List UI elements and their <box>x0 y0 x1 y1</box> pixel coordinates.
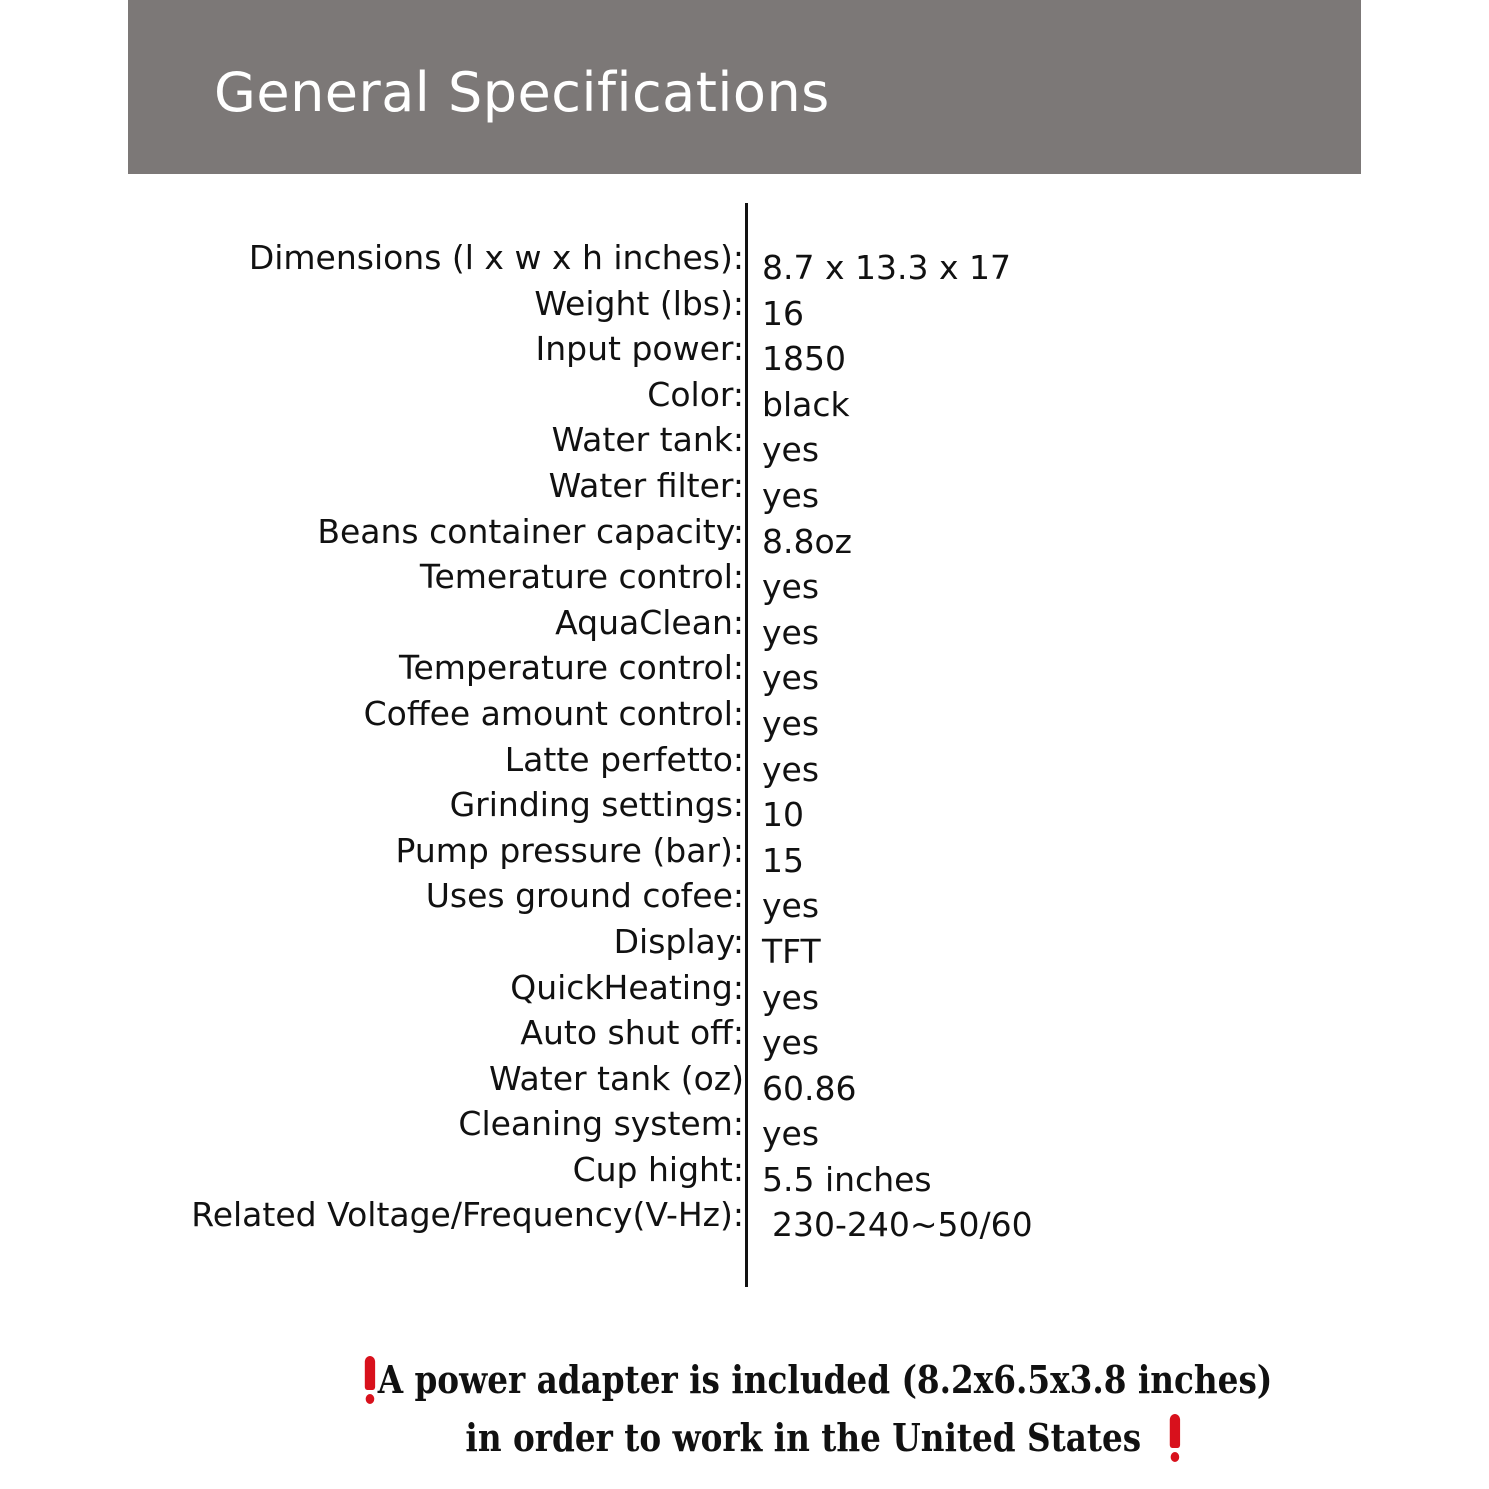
spec-row <box>0 1056 1489 1108</box>
spec-label: Uses ground cofee: <box>425 876 744 916</box>
spec-label: QuickHeating: <box>510 967 744 1007</box>
spec-label: Cleaning system: <box>458 1104 744 1144</box>
spec-value: yes <box>762 475 820 515</box>
spec-label: Auto shut off: <box>520 1013 744 1053</box>
spec-label: Latte perfetto: <box>504 739 744 779</box>
spec-row <box>0 372 1489 424</box>
spec-value: 8.8oz <box>762 521 852 561</box>
spec-row <box>0 554 1489 607</box>
page-title: General Specifications <box>214 61 830 124</box>
spec-value: 1850 <box>762 339 846 379</box>
spec-row <box>0 965 1489 1017</box>
spec-value: 15 <box>762 840 804 880</box>
spec-label: Temperature control: <box>398 648 744 688</box>
spec-row <box>0 235 1489 287</box>
spec-label: Pump pressure (bar): <box>395 830 744 870</box>
spec-row <box>0 919 1489 971</box>
spec-row <box>0 600 1489 652</box>
spec-value: yes <box>762 612 820 652</box>
spec-value: yes <box>762 658 820 698</box>
notice-line <box>362 1350 1272 1410</box>
spec-value: yes <box>762 703 820 743</box>
spec-value: 5.5 inches <box>762 1159 932 1199</box>
spec-value: yes <box>762 1023 820 1063</box>
spec-value: yes <box>762 977 820 1017</box>
spec-label: Cup hight: <box>572 1149 744 1189</box>
spec-label: Related Voltage/Frequency(V-Hz): <box>191 1195 744 1235</box>
exclamation-icon <box>1167 1408 1182 1468</box>
spec-row <box>0 782 1489 835</box>
spec-row <box>0 1010 1489 1063</box>
spec-value: black <box>762 384 850 424</box>
spec-value: 60.86 <box>762 1068 857 1108</box>
spec-row <box>0 873 1489 926</box>
spec-table <box>0 235 1489 1245</box>
spec-label: Beans container capacity: <box>317 511 744 551</box>
spec-value: yes <box>762 430 820 470</box>
spec-value: 230-240~50/60 <box>772 1205 1033 1245</box>
spec-row <box>0 645 1489 698</box>
spec-label: Display: <box>613 921 744 961</box>
spec-row <box>0 281 1489 333</box>
notice-line <box>465 1408 1182 1468</box>
spec-value: yes <box>762 567 820 607</box>
spec-row <box>0 326 1489 379</box>
spec-row <box>0 828 1489 880</box>
spec-value: yes <box>762 749 820 789</box>
spec-row <box>0 463 1489 515</box>
spec-label: Input power: <box>535 329 744 369</box>
notice-text-1: A power adapter is included (8.2x6.5x3.8 inches) <box>377 1357 1273 1402</box>
spec-value: 10 <box>762 795 804 835</box>
spec-row <box>0 737 1489 789</box>
notice-text-2: in order to work in the United States <box>465 1415 1142 1460</box>
spec-value: yes <box>762 886 820 926</box>
spec-value: 16 <box>762 293 804 333</box>
header-bar <box>128 0 1361 174</box>
spec-row <box>0 509 1489 561</box>
spec-label: Coffee amount control: <box>363 693 744 733</box>
spec-row <box>0 1192 1489 1245</box>
spec-value: yes <box>762 1114 820 1154</box>
spec-value: TFT <box>762 931 821 971</box>
spec-label: Temerature control: <box>419 557 744 597</box>
spec-label: Water filter: <box>548 465 744 505</box>
spec-label: Color: <box>647 374 744 414</box>
spec-label: AquaClean: <box>555 602 744 642</box>
spec-label: Water tank (oz) <box>489 1058 744 1098</box>
spec-label: Water tank: <box>551 420 744 460</box>
spec-label: Grinding settings: <box>449 785 744 825</box>
spec-row <box>0 417 1489 470</box>
spec-row <box>0 1101 1489 1154</box>
exclamation-icon <box>362 1350 377 1410</box>
spec-value: 8.7 x 13.3 x 17 <box>762 248 1011 287</box>
spec-label: Weight (lbs): <box>534 283 744 323</box>
spec-row <box>0 1147 1489 1199</box>
spec-row <box>0 691 1489 743</box>
spec-label: Dimensions (l x w x h inches): <box>248 238 744 277</box>
